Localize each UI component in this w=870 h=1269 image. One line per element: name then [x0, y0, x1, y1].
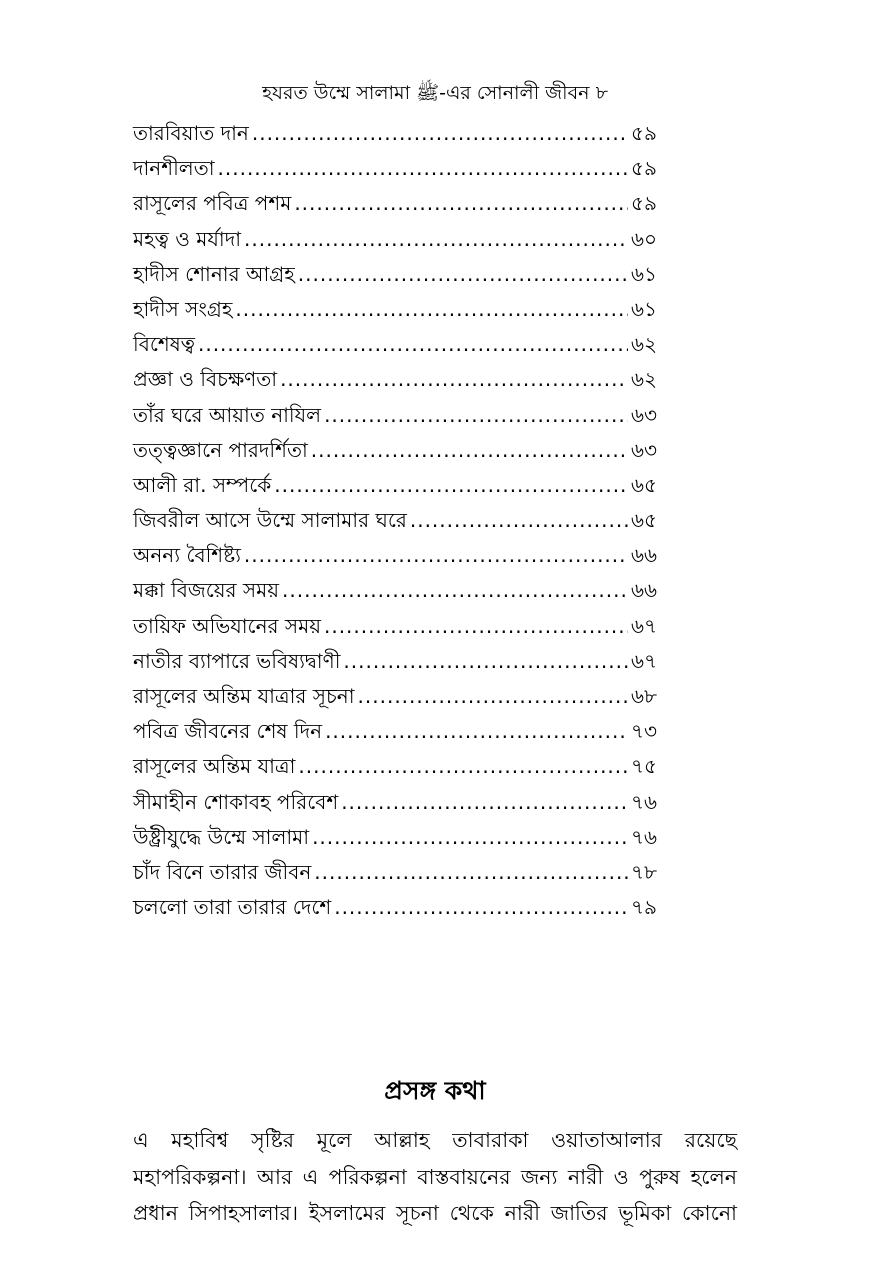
- toc-entry: [133, 644, 657, 679]
- toc-leader-dots: [244, 538, 628, 573]
- toc-entry-page: ৫৯: [631, 191, 657, 216]
- toc-leader-dots: [312, 820, 628, 855]
- toc-entry-page: ৬৬: [630, 543, 657, 568]
- toc-entry: [133, 538, 657, 573]
- body-line: এ মহাবিশ্ব সৃষ্টির মূলে আল্লাহ তাবারাকা ওয়াতাআলার রয়েছে: [133, 1128, 737, 1152]
- toc-entry: [133, 433, 657, 468]
- toc-entry-title: দানশীলতা: [133, 156, 215, 181]
- toc-entry-title: প্রজ্ঞা ও বিচক্ষণতা: [133, 367, 278, 392]
- toc-entry-title: অনন্য বৈশিষ্ট্য: [133, 543, 241, 568]
- toc-entry: [133, 116, 657, 151]
- toc-entry-page: ৭৬: [630, 824, 657, 849]
- toc-entry-page: ৭৯: [631, 895, 657, 920]
- toc-entry: [133, 890, 657, 925]
- toc-entry: [133, 151, 657, 186]
- toc-entry: [133, 327, 657, 362]
- toc-entry-title: জিবরীল আসে উম্মে সালামার ঘরে: [133, 508, 407, 533]
- toc-leader-dots: [334, 890, 628, 925]
- toc-entry-title: সীমাহীন শোকাবহ পরিবেশ: [133, 789, 339, 814]
- toc-entry-page: ৭৩: [630, 719, 657, 744]
- toc-leader-dots: [324, 609, 628, 644]
- toc-leader-dots: [198, 327, 628, 362]
- toc-entry: [133, 679, 657, 714]
- toc-entry-page: ৬১: [631, 261, 657, 286]
- running-header: হযরত উম্মে সালামা ﷺ-এর সোনালী জীবন ৮: [262, 82, 608, 104]
- toc-entry-title: চললো তারা তারার দেশে: [133, 895, 332, 920]
- toc-entry: [133, 714, 657, 749]
- toc-leader-dots: [252, 116, 628, 151]
- toc-entry-page: ৬৭: [630, 648, 657, 673]
- toc-entry-title: রাসূলের অন্তিম যাত্রা: [133, 754, 296, 779]
- toc-entry-page: ৭৫: [631, 754, 657, 779]
- toc-entry: [133, 820, 657, 855]
- toc-entry: [133, 573, 657, 608]
- toc-leader-dots: [244, 222, 628, 257]
- toc-entry: [133, 257, 657, 292]
- toc-entry-page: ৬৬: [630, 578, 657, 603]
- toc-entry: [133, 503, 657, 538]
- toc-entry: [133, 186, 657, 221]
- toc-entry-page: ৬৩: [630, 437, 657, 462]
- toc-entry: [133, 785, 657, 820]
- toc-entry-page: ৫৯: [631, 156, 657, 181]
- toc-entry-page: ৬৫: [631, 472, 657, 497]
- toc-leader-dots: [341, 785, 628, 820]
- toc-entry-title: নাতীর ব্যাপারে ভবিষ্যদ্বাণী: [133, 648, 341, 673]
- toc-entry-page: ৬০: [630, 226, 657, 251]
- toc-entry-page: ৬৫: [631, 508, 657, 533]
- body-line: প্রধান সিপাহসালার। ইসলামের সূচনা থেকে নারী জাতির ভূমিকা কোনো: [133, 1201, 737, 1225]
- toc-entry-title: তায়িফ অভিযানের সময়: [133, 613, 321, 638]
- toc-leader-dots: [274, 468, 628, 503]
- toc-entry-page: ৬৮: [631, 684, 657, 708]
- toc-entry-page: ৭৮: [631, 859, 657, 884]
- toc-leader-dots: [410, 503, 628, 538]
- toc-entry: [133, 362, 657, 397]
- toc-leader-dots: [282, 573, 628, 608]
- toc-entry-page: ৫৯: [631, 121, 657, 145]
- toc-leader-dots: [314, 855, 628, 890]
- toc-entry-title: তাঁর ঘরে আয়াত নাযিল: [133, 402, 322, 427]
- toc-entry: [133, 468, 657, 503]
- toc-leader-dots: [218, 151, 629, 186]
- section-heading: প্রসঙ্গ কথা: [384, 1076, 486, 1105]
- toc-entry-page: ৬১: [631, 296, 657, 321]
- body-paragraph: [133, 1122, 737, 1232]
- toc-leader-dots: [298, 257, 628, 292]
- toc-leader-dots: [325, 714, 628, 749]
- toc-entry-title: রাসূলের অন্তিম যাত্রার সূচনা: [133, 684, 355, 708]
- toc-leader-dots: [311, 433, 628, 468]
- toc-entry: [133, 292, 657, 327]
- toc-entry: [133, 222, 657, 257]
- toc-leader-dots: [343, 644, 628, 679]
- toc-entry: [133, 749, 657, 784]
- toc-entry: [133, 609, 657, 644]
- toc-entry-title: পবিত্র জীবনের শেষ দিন: [133, 719, 323, 744]
- toc-leader-dots: [358, 679, 628, 714]
- toc-entry: [133, 398, 657, 433]
- toc-entry-page: ৬৭: [630, 613, 657, 638]
- toc-entry-title: হাদীস শোনার আগ্রহ: [133, 261, 295, 286]
- toc-entry-title: চাঁদ বিনে তারার জীবন: [133, 859, 312, 884]
- toc-entry-page: ৭৬: [630, 789, 657, 814]
- toc-entry-title: আলী রা. সম্পর্কে: [133, 472, 272, 497]
- toc-leader-dots: [235, 292, 628, 327]
- toc-leader-dots: [324, 398, 628, 433]
- toc-leader-dots: [280, 362, 628, 397]
- toc-entry-title: মক্কা বিজয়ের সময়: [133, 578, 280, 603]
- toc-entry-page: ৬২: [630, 332, 657, 357]
- toc-entry-title: তত্ত্বজ্ঞানে পারদর্শিতা: [133, 437, 308, 462]
- table-of-contents: [133, 116, 657, 925]
- toc-entry-title: হাদীস সংগ্রহ: [133, 296, 233, 321]
- toc-entry-page: ৬৩: [630, 402, 657, 427]
- toc-entry-title: উষ্ট্রীযুদ্ধে উম্মে সালামা: [133, 824, 310, 849]
- toc-leader-dots: [298, 749, 628, 784]
- toc-entry: [133, 855, 657, 890]
- toc-leader-dots: [294, 186, 628, 221]
- toc-entry-title: মহত্ব ও মর্যাদা: [133, 226, 242, 251]
- toc-entry-title: তারবিয়াত দান: [133, 121, 249, 145]
- toc-entry-title: রাসূলের পবিত্র পশম: [133, 191, 292, 216]
- toc-entry-title: বিশেষত্ব: [133, 332, 195, 357]
- body-line: মহাপরিকল্পনা। আর এ পরিকল্পনা বাস্তবায়নের জন্য নারী ও পুরুষ হলেন: [133, 1164, 737, 1189]
- toc-entry-page: ৬২: [630, 367, 657, 392]
